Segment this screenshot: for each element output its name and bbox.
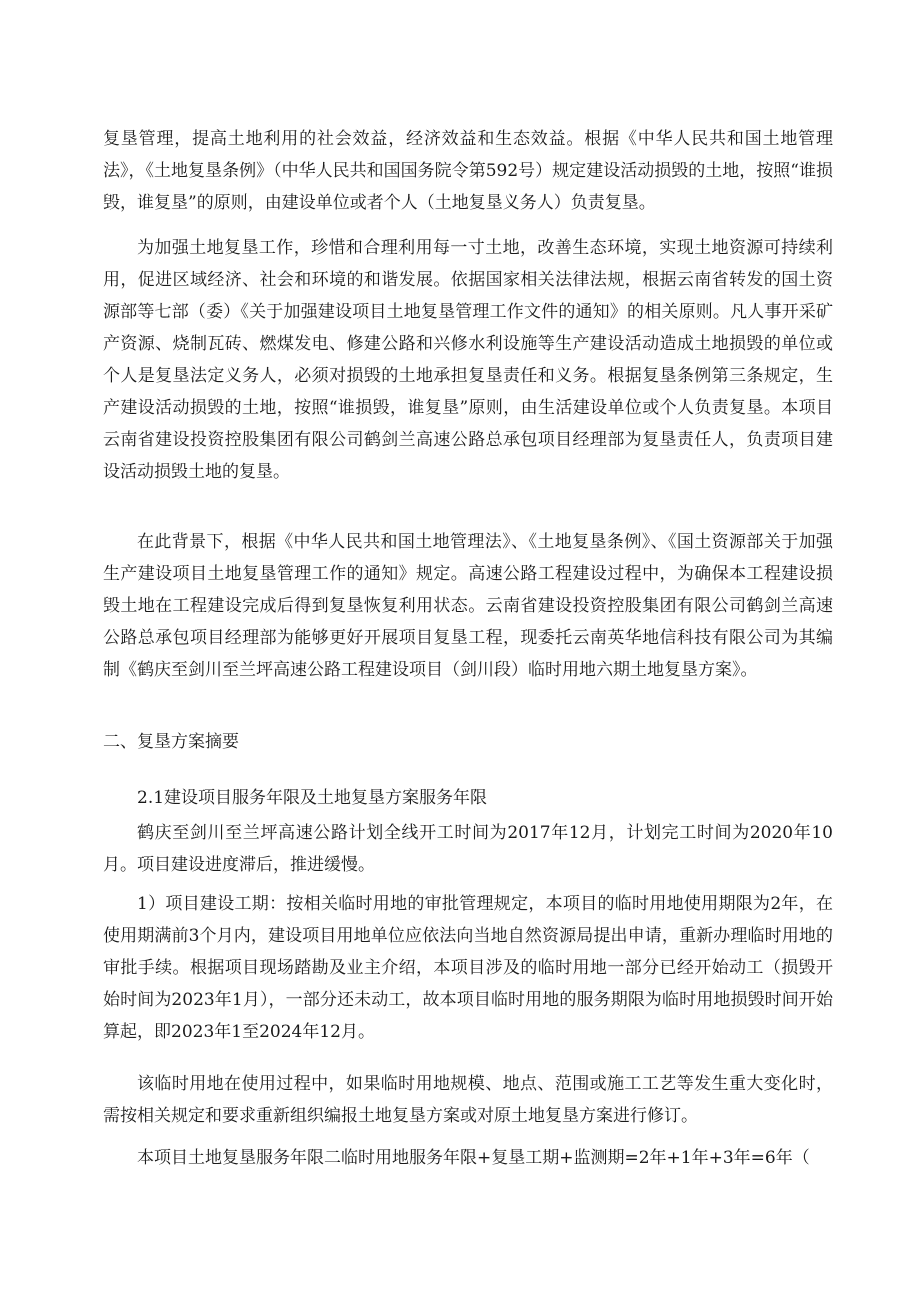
paragraph-service-years: 本项目土地复垦服务年限二临时用地服务年限+复垦工期+监测期=2年+1年+3年=6年（ [137, 1148, 810, 1168]
section-heading-summary: 二、复垦方案摘要 [103, 732, 239, 752]
subsection-heading-service-period: 2.1建设项目服务年限及土地复垦方案服务年限 [137, 788, 488, 808]
paragraph-plan-revision: 该临时用地在使用过程中，如果临时用地规模、地点、范围或施工工艺等发生重大变化时，需按相关规定和要求重新组织编报土地复垦方案或对原土地复垦方案进行修订。 [103, 1074, 833, 1126]
paragraph-reclamation-purpose: 为加强土地复垦工作，珍惜和合理利用每一寸土地，改善生态环境，实现土地资源可持续利用，促进区域经济、社会和环境的和谐发展。依据国家相关法律法规，根据云南省转发的国土资源部等七部（委）《关于加强建设项目土地复垦管理工作文件的通知》的相关原则。凡人事开采矿产资源、烧制瓦砖、燃煤发电、修建公路和兴修水利设施等生产建设活动造成土地损毁的单位或个人是复垦法定义务人，必须对损毁的土地承担复垦责任和义务。根据复垦条例第三条规定，生产建设活动损毁的土地，按照“谁损毁，谁复垦”原则，由生活建设单位或个人负责复垦。本项目云南省建设投资控股集团有限公司鹤剑兰高速公路总承包项目经理部为复垦责任人，负责项目建设活动损毁土地的复垦。 [103, 238, 833, 482]
paragraph-background: 在此背景下，根据《中华人民共和国土地管理法》、《土地复垦条例》、《国土资源部关于加强生产建设项目土地复垦管理工作的通知》规定。高速公路工程建设过程中，为确保本工程建设损毁土地在工程建设完成后得到复垦恢复利用状态。云南省建设投资控股集团有限公司鹤剑兰高速公路总承包项目经理部为能够更好开展项目复垦工程，现委托云南英华地信科技有限公司为其编制《鹤庆至剑川至兰坪高速公路工程建设项目（剑川段）临时用地六期土地复垦方案》。 [103, 532, 833, 680]
paragraph-schedule: 鹤庆至剑川至兰坪高速公路计划全线开工时间为2017年12月，计划完工时间为2020年10月。项目建设进度滞后，推进缓慢。 [103, 823, 833, 875]
paragraph-construction-period: 1）项目建设工期：按相关临时用地的审批管理规定，本项目的临时用地使用期限为2年，在使用期满前3个月内，建设项目用地单位应依法向当地自然资源局提出申请，重新办理临时用地的审批手续。根据项目现场踏勘及业主介绍，本项目涉及的临时用地一部分已经开始动工（损毁开始时间为2023年1月），一部分还未动工，故本项目临时用地的服务期限为临时用地损毁时间开始算起，即2023年1至2024年12月。 [103, 894, 833, 1042]
paragraph-legal-basis: 复垦管理，提高土地利用的社会效益，经济效益和生态效益。根据《中华人民共和国土地管理法》，《土地复垦条例》（中华人民共和国国务院令第592号）规定建设活动损毁的土地，按照“谁损毁，谁复垦”的原则，由建设单位或者个人（土地复垦义务人）负责复垦。 [103, 129, 833, 213]
